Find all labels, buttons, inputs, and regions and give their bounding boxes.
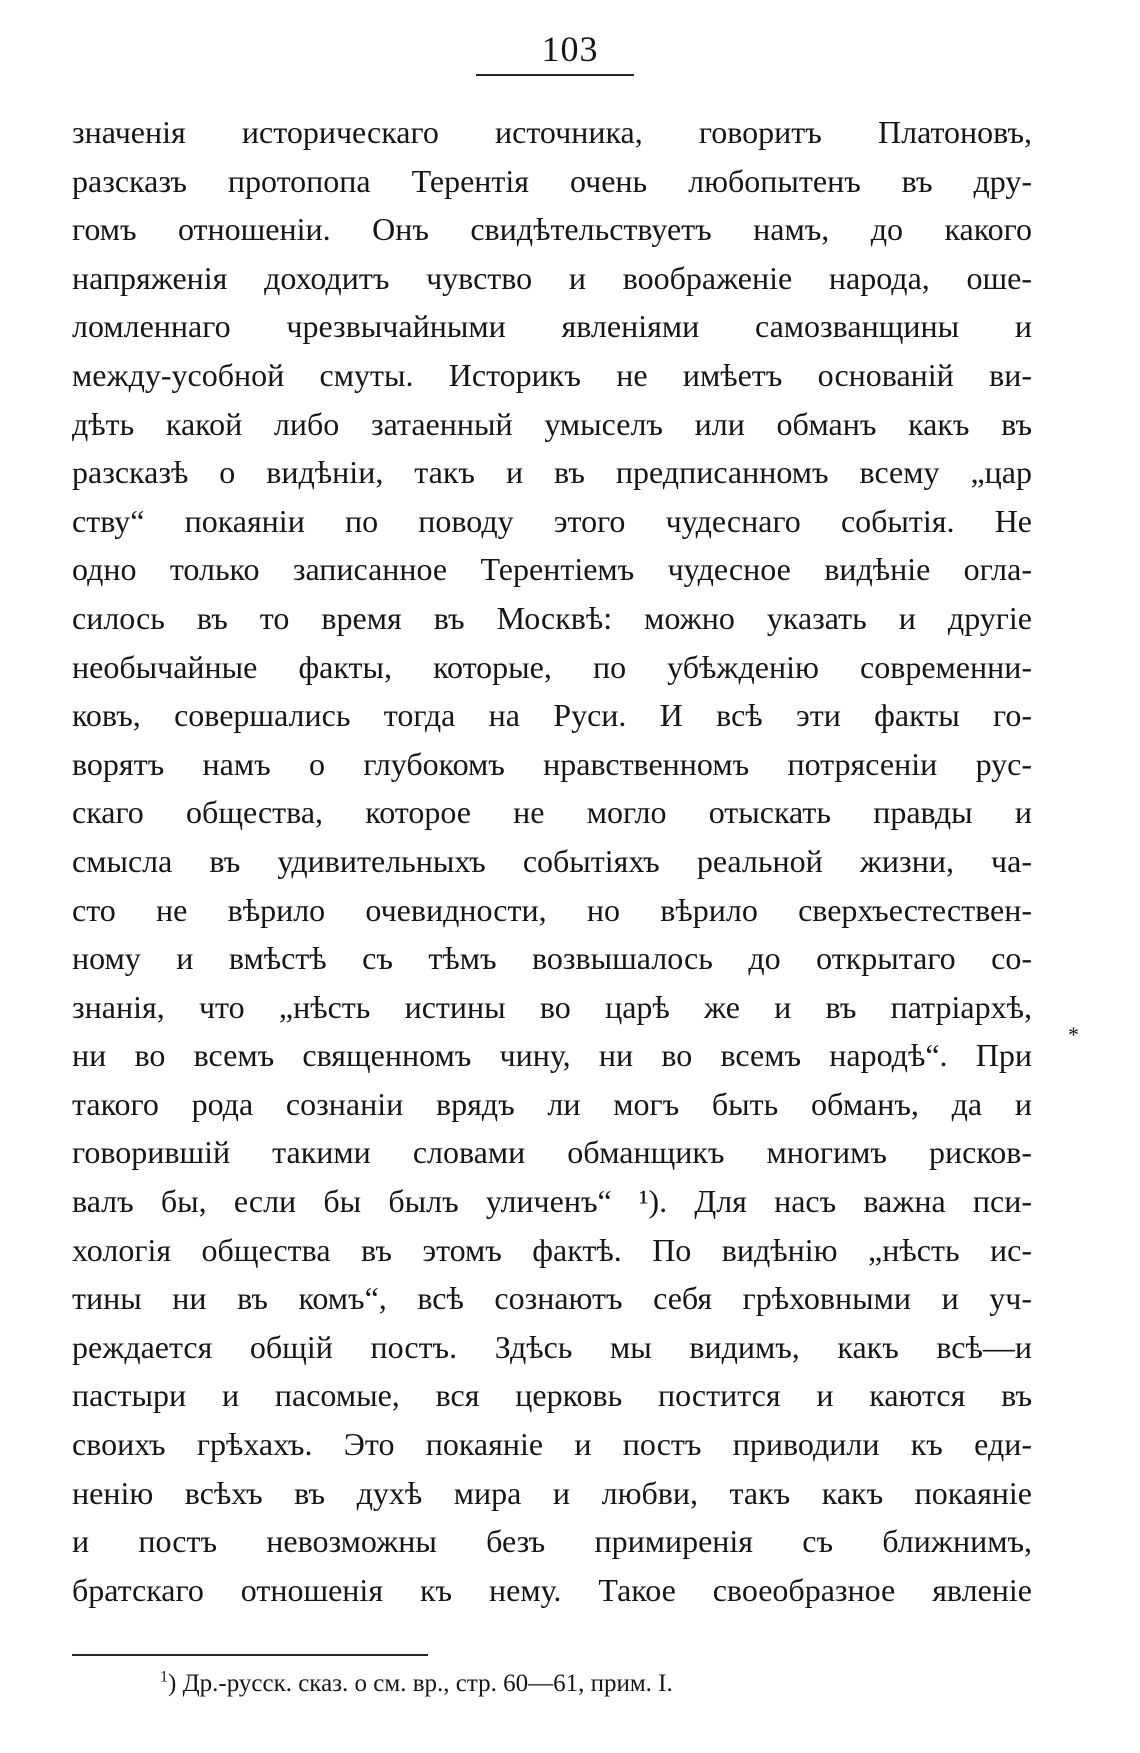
text-line: значенія историческаго источника, говоритъ Платоновъ, xyxy=(72,114,1032,150)
text-line: ненію всѣхъ въ духѣ мира и любви, такъ какъ покаяніе xyxy=(72,1474,1032,1511)
text-line: между-усобной смуты. Историкъ не имѣетъ основаній ви- xyxy=(72,356,1032,393)
footnote-marker: 1 xyxy=(160,1668,168,1686)
text-line: силось въ то время въ Москвѣ: можно указать и другіе xyxy=(72,599,1032,636)
text-line: ному и вмѣстѣ съ тѣмъ возвышалось до открытаго со- xyxy=(72,940,1032,977)
text-line: своихъ грѣхахъ. Это покаяніе и постъ приводили къ еди- xyxy=(72,1426,1032,1463)
text-line: гомъ отношеніи. Онъ свидѣтельствуетъ намъ, до какого xyxy=(72,211,1032,248)
text-line: скаго общества, которое не могло отыскать правды и xyxy=(72,794,1032,831)
text-line: напряженія доходитъ чувство и воображеніе народа, оше- xyxy=(72,259,1032,296)
text-line: дѣть какой либо затаенный умыселъ или обманъ какъ въ xyxy=(72,405,1032,442)
text-line: ни во всемъ священномъ чину, ни во всемъ народѣ“. При xyxy=(72,1037,1032,1074)
footnote-rule xyxy=(72,1654,428,1656)
text-line: братскаго отношенія къ нему. Такое своеобразное явленіе xyxy=(72,1571,1032,1608)
text-line: одно только записанное Терентіемъ чудесное видѣніе огла- xyxy=(72,551,1032,588)
text-line: сто не вѣрило очевидности, но вѣрило сверхъестествен- xyxy=(72,891,1032,928)
text-line: ковъ, совершались тогда на Руси. И всѣ эти факты го- xyxy=(72,697,1032,734)
text-line: тины ни въ комъ“, всѣ сознаютъ себя грѣховными и уч- xyxy=(72,1280,1032,1317)
text-line: ворятъ намъ о глубокомъ нравственномъ потрясеніи рус- xyxy=(72,745,1032,782)
text-line: пастыри и пасомые, вся церковь постится и каются въ xyxy=(72,1377,1032,1414)
page-number-rule xyxy=(476,74,634,76)
text-line: и постъ невозможны безъ примиренія съ ближнимъ, xyxy=(72,1523,1032,1560)
page-number: 103 xyxy=(541,29,599,69)
text-line: хологія общества въ этомъ фактѣ. По видѣнію „нѣсть ис- xyxy=(72,1231,1032,1268)
text-line: разсказъ протопопа Терентія очень любопытенъ въ дру- xyxy=(72,162,1032,199)
text-line: реждается общій постъ. Здѣсь мы видимъ, какъ всѣ—и xyxy=(72,1328,1032,1365)
text-line: необычайные факты, которые, по убѣжденію современни- xyxy=(72,648,1032,685)
text-line: знанія, что „нѣсть истины во царѣ же и въ патріархѣ, xyxy=(72,988,1032,1025)
text-line: говорившій такими словами обманщикъ многимъ рисков- xyxy=(72,1134,1032,1171)
text-line: ству“ покаяніи по поводу этого чудеснаго событія. Не xyxy=(72,502,1032,539)
body-text xyxy=(72,108,1032,1614)
margin-mark: * xyxy=(1068,1022,1079,1047)
text-line: валъ бы, если бы былъ уличенъ“ ¹). Для насъ важна пси- xyxy=(72,1183,1032,1220)
text-line: ломленнаго чрезвычайными явленіями самозванщины и xyxy=(72,308,1032,345)
footnote-text: ) Др.-русск. сказ. о см. вр., стр. 60—61, прим. I. xyxy=(168,1670,673,1697)
footnote xyxy=(160,1668,673,1700)
text-line: такого рода сознаніи врядъ ли могъ быть обманъ, да и xyxy=(72,1085,1032,1122)
text-line: смысла въ удивительныхъ событіяхъ реальной жизни, ча- xyxy=(72,842,1032,879)
text-line: разсказѣ о видѣніи, такъ и въ предписанномъ всему „цар xyxy=(72,454,1032,491)
